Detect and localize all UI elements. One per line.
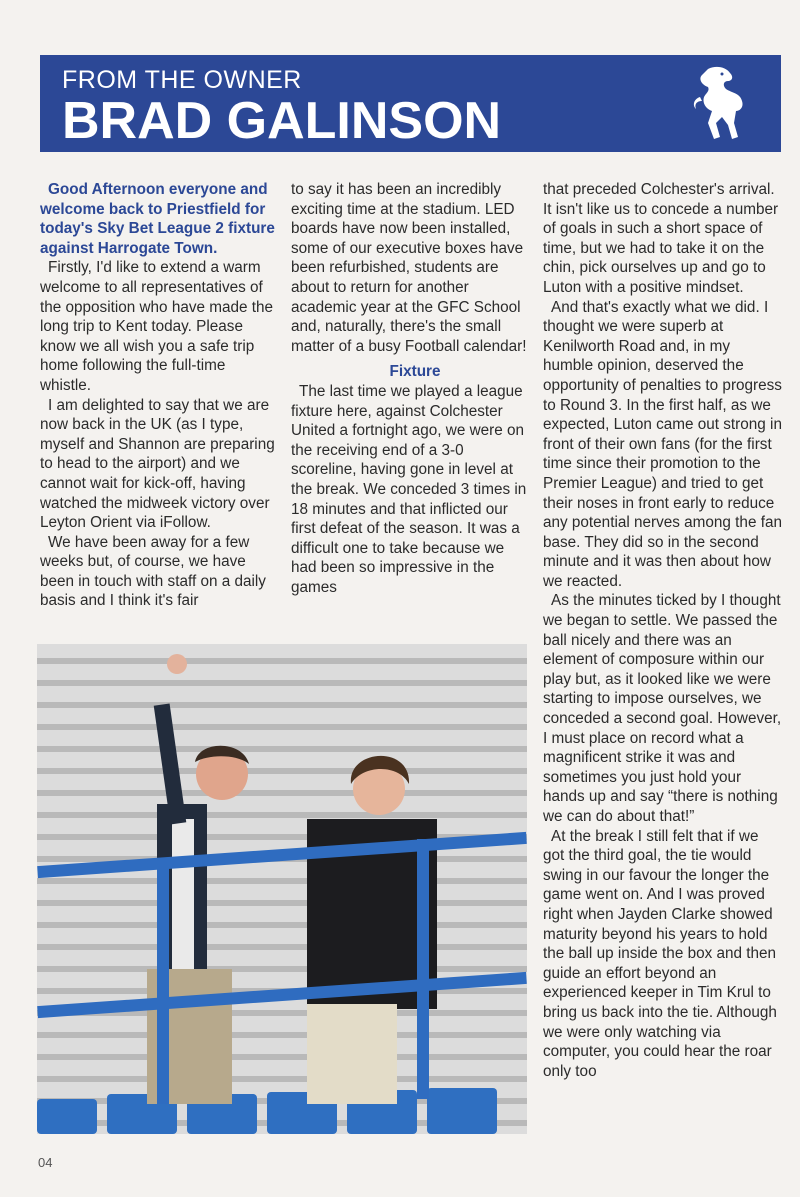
horse-crest-icon [688,63,750,145]
header-banner [40,55,781,152]
paragraph: Firstly, I'd like to extend a warm welcome to all representatives of the opposition who have made the long trip to Kent today. Please know we all wish you a safe trip home following the full-time whistle. [40,259,274,394]
article-column-3 [543,180,783,1081]
article-column-1 [40,180,278,611]
article-column-2 [291,180,531,597]
paragraph: And that's exactly what we did. I thought we were superb at Kenilworth Road and, in my humble opinion, deserved the opportunity of penalties to progress to Round 3. In the first half, as we expected, Luton came out strong in front of their own fans (for the first time since their promotion to the Premier League) and tried to get their noses in front early to reduce any potential nerves among the fan base. They did so in the second minute and it was then about how we reacted. [543,298,782,590]
page-number: 04 [38,1155,53,1170]
paragraph: We have been away for a few weeks but, of course, we have been in touch with staff on a daily basis and I think it's fair [40,533,266,610]
paragraph: to say it has been an incredibly exciting time at the stadium. LED boards have now been installed, some of our executive boxes have been refurbished, students are about to return for another academic year at the GFC School and, naturally, there's the small matter of a busy Football calendar! [291,181,527,355]
paragraph: The last time we played a league fixture here, against Colchester United a fortnight ago, we were on the receiving end of a 3-0 scoreline, having gone in level at the break. We conceded 3 times in 18 minutes and that inflicted our first defeat of the season. It was a difficult one to take because we had been so impressive in the games [291,382,527,596]
page-title: BRAD GALINSON [62,92,502,150]
section-subheading: Fixture [389,363,441,381]
paragraph: I am delighted to say that we are now back in the UK (as I type, myself and Shannon are preparing to head to the airport) and we cannot wait for kick-off, having watched the midweek victory over Leyton Orient via iFollow. [40,396,275,532]
paragraph: As the minutes ticked by I thought we began to settle. We passed the ball nicely and there was an element of composure within our play but, as it looked like we were starting to impose ourselves, we conceded a second goal. However, I must place on record what a magnificent strike it was and sometimes you just hold your hands up and say “there is nothing we can do about that!” [543,592,782,825]
stadium-photo [37,644,527,1134]
article-intro: Good Afternoon everyone and welcome back to Priestfield for today's Sky Bet League 2 fixture against Harrogate Town. [40,181,275,257]
stadium-photo-icon [37,644,527,1134]
paragraph: At the break I still felt that if we got the third goal, the tie would swing in our favour the longer the game went on. And I was proved right when Jayden Clarke showed maturity beyond his years to hold the ball up inside the box and then guide an effort beyond an experienced keeper in Tim Krul to bring us back into the tie. Although we were only watching via computer, you could hear the roar only too [543,827,777,1080]
paragraph: that preceded Colchester's arrival. It isn't like us to concede a number of goals in such a short space of time, but we had to take it on the chin, pick ourselves up and go to Luton with a positive mindset. [543,181,779,296]
header-kicker: FROM THE OWNER [62,66,302,94]
